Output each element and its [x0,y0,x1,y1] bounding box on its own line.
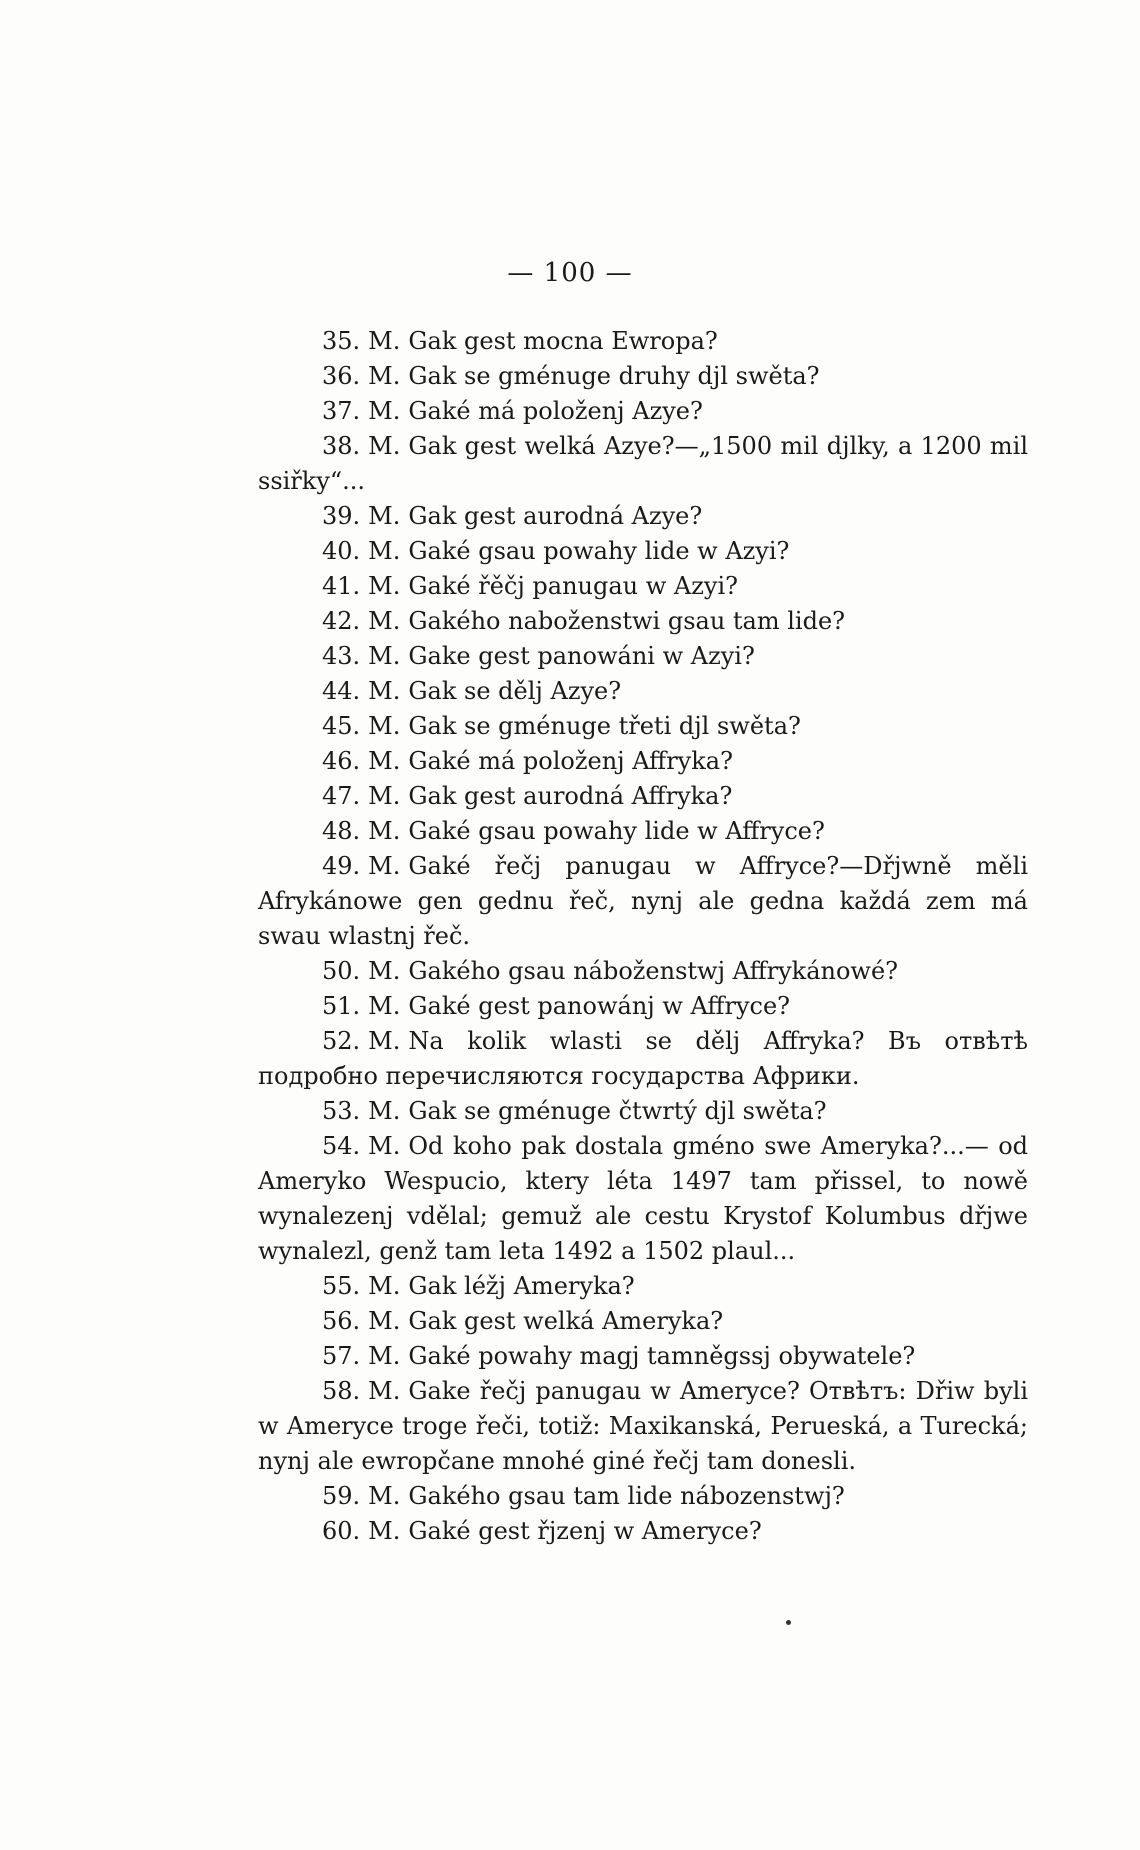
question-text: Gaké gest řjzenj w Ameryce? [408,1517,762,1545]
question-marker: M. [368,642,401,670]
question-number: 35. [322,327,361,355]
question-text: Gaké powahy magj tamněgssj obywatele? [408,1342,916,1370]
question-marker: M. [368,712,401,740]
question-marker: M. [368,957,401,985]
question-39 [258,499,1028,534]
question-number: 58. [322,1377,361,1405]
question-number: 57. [322,1342,361,1370]
question-number: 41. [322,572,361,600]
question-marker: M. [368,992,401,1020]
question-57 [258,1339,1028,1374]
question-37 [258,394,1028,429]
question-56 [258,1304,1028,1339]
question-text: Gaké gsau powahy lide w Affryce? [408,817,825,845]
question-text: Gake řečj panugau w Ameryce? Отвѣтъ: Dřiw byli w Ameryce troge řeči, totiž: Maxikanská, Perueská, a Turecká; nynj ale ewropčane mnohé giné řečj tam donesli. [258,1377,1028,1475]
question-45 [258,709,1028,744]
question-number: 46. [322,747,361,775]
question-list [258,324,1028,1549]
question-47 [258,779,1028,814]
question-51 [258,989,1028,1024]
question-number: 54. [322,1132,361,1160]
question-35 [258,324,1028,359]
question-marker: M. [368,1027,401,1055]
question-text: Na kolik wlasti se dělj Affryka? Въ отвѣтѣ подробно перечисляются государства Африки. [258,1027,1028,1090]
question-text: Gaké gest panowánj w Affryce? [408,992,791,1020]
question-59 [258,1479,1028,1514]
question-48 [258,814,1028,849]
question-number: 56. [322,1307,361,1335]
question-number: 38. [322,432,361,460]
question-number: 43. [322,642,361,670]
question-40 [258,534,1028,569]
question-38 [258,429,1028,499]
question-marker: M. [368,1517,401,1545]
question-marker: M. [368,502,401,530]
question-text: Gak léžj Ameryka? [408,1272,635,1300]
question-text: Gak se gménuge čtwrtý djl swěta? [408,1097,827,1125]
question-marker: M. [368,572,401,600]
question-text: Gakého gsau náboženstwj Affrykánowé? [408,957,899,985]
question-marker: M. [368,677,401,705]
question-text: Gakého gsau tam lide nábozenstwj? [408,1482,845,1510]
question-46 [258,744,1028,779]
question-60 [258,1514,1028,1549]
question-marker: M. [368,1482,401,1510]
question-text: Gak gest welká Azye?—„1500 mil djlky, a 1200 mil ssiřky“... [258,432,1028,495]
question-number: 55. [322,1272,361,1300]
page-number: — 100 — [507,258,633,288]
question-text: Gak se gménuge třeti djl swěta? [408,712,801,740]
question-text: Gak se gménuge druhy djl swěta? [408,362,820,390]
question-marker: M. [368,1307,401,1335]
question-number: 53. [322,1097,361,1125]
question-number: 59. [322,1482,361,1510]
question-52 [258,1024,1028,1094]
question-text: Gaké má položenj Azye? [408,397,703,425]
question-54 [258,1129,1028,1269]
question-marker: M. [368,607,401,635]
question-marker: M. [368,852,401,880]
question-marker: M. [368,747,401,775]
question-53 [258,1094,1028,1129]
question-text: Gake gest panowáni w Azyi? [408,642,755,670]
question-number: 36. [322,362,361,390]
question-text: Gak se dělj Azye? [408,677,622,705]
question-number: 52. [322,1027,361,1055]
question-50 [258,954,1028,989]
question-text: Gak gest aurodná Affryka? [408,782,733,810]
question-text: Gakého naboženstwi gsau tam lide? [408,607,846,635]
question-number: 48. [322,817,361,845]
question-number: 37. [322,397,361,425]
question-43 [258,639,1028,674]
question-text: Gaké řěčj panugau w Azyi? [408,572,739,600]
question-49 [258,849,1028,954]
question-number: 49. [322,852,361,880]
question-text: Gaké řečj panugau w Affryce?—Dřjwně měli Afrykánowe gen gednu řeč, nynj ale gedna každá zem má swau wlastnj řeč. [258,852,1028,950]
question-58 [258,1374,1028,1479]
question-text: Od koho pak dostala gméno swe Ameryka?...— od Ameryko Wespucio, ktery léta 1497 tam přissel, to nowě wynalezenj vdělal; gemuž ale cestu Krystof Kolumbus dřjwe wynalezl, genž tam leta 1492 a 1502 plaul... [258,1132,1028,1265]
question-marker: M. [368,397,401,425]
question-number: 40. [322,537,361,565]
question-55 [258,1269,1028,1304]
question-text: Gak gest welká Ameryka? [408,1307,724,1335]
question-marker: M. [368,1272,401,1300]
question-44 [258,674,1028,709]
question-text: Gaké má položenj Affryka? [408,747,733,775]
question-text: Gak gest mocna Ewropa? [408,327,718,355]
question-number: 44. [322,677,361,705]
question-marker: M. [368,1377,401,1405]
question-marker: M. [368,327,401,355]
question-number: 60. [322,1517,361,1545]
question-marker: M. [368,782,401,810]
question-marker: M. [368,362,401,390]
question-41 [258,569,1028,604]
question-number: 50. [322,957,361,985]
question-text: Gaké gsau powahy lide w Azyi? [408,537,790,565]
question-marker: M. [368,1097,401,1125]
question-marker: M. [368,1132,401,1160]
question-number: 42. [322,607,361,635]
question-text: Gak gest aurodná Azye? [408,502,703,530]
ink-speck [786,1620,791,1625]
question-marker: M. [368,1342,401,1370]
question-number: 51. [322,992,361,1020]
question-number: 39. [322,502,361,530]
question-42 [258,604,1028,639]
question-marker: M. [368,432,401,460]
question-number: 47. [322,782,361,810]
question-36 [258,359,1028,394]
question-marker: M. [368,537,401,565]
question-marker: M. [368,817,401,845]
question-number: 45. [322,712,361,740]
